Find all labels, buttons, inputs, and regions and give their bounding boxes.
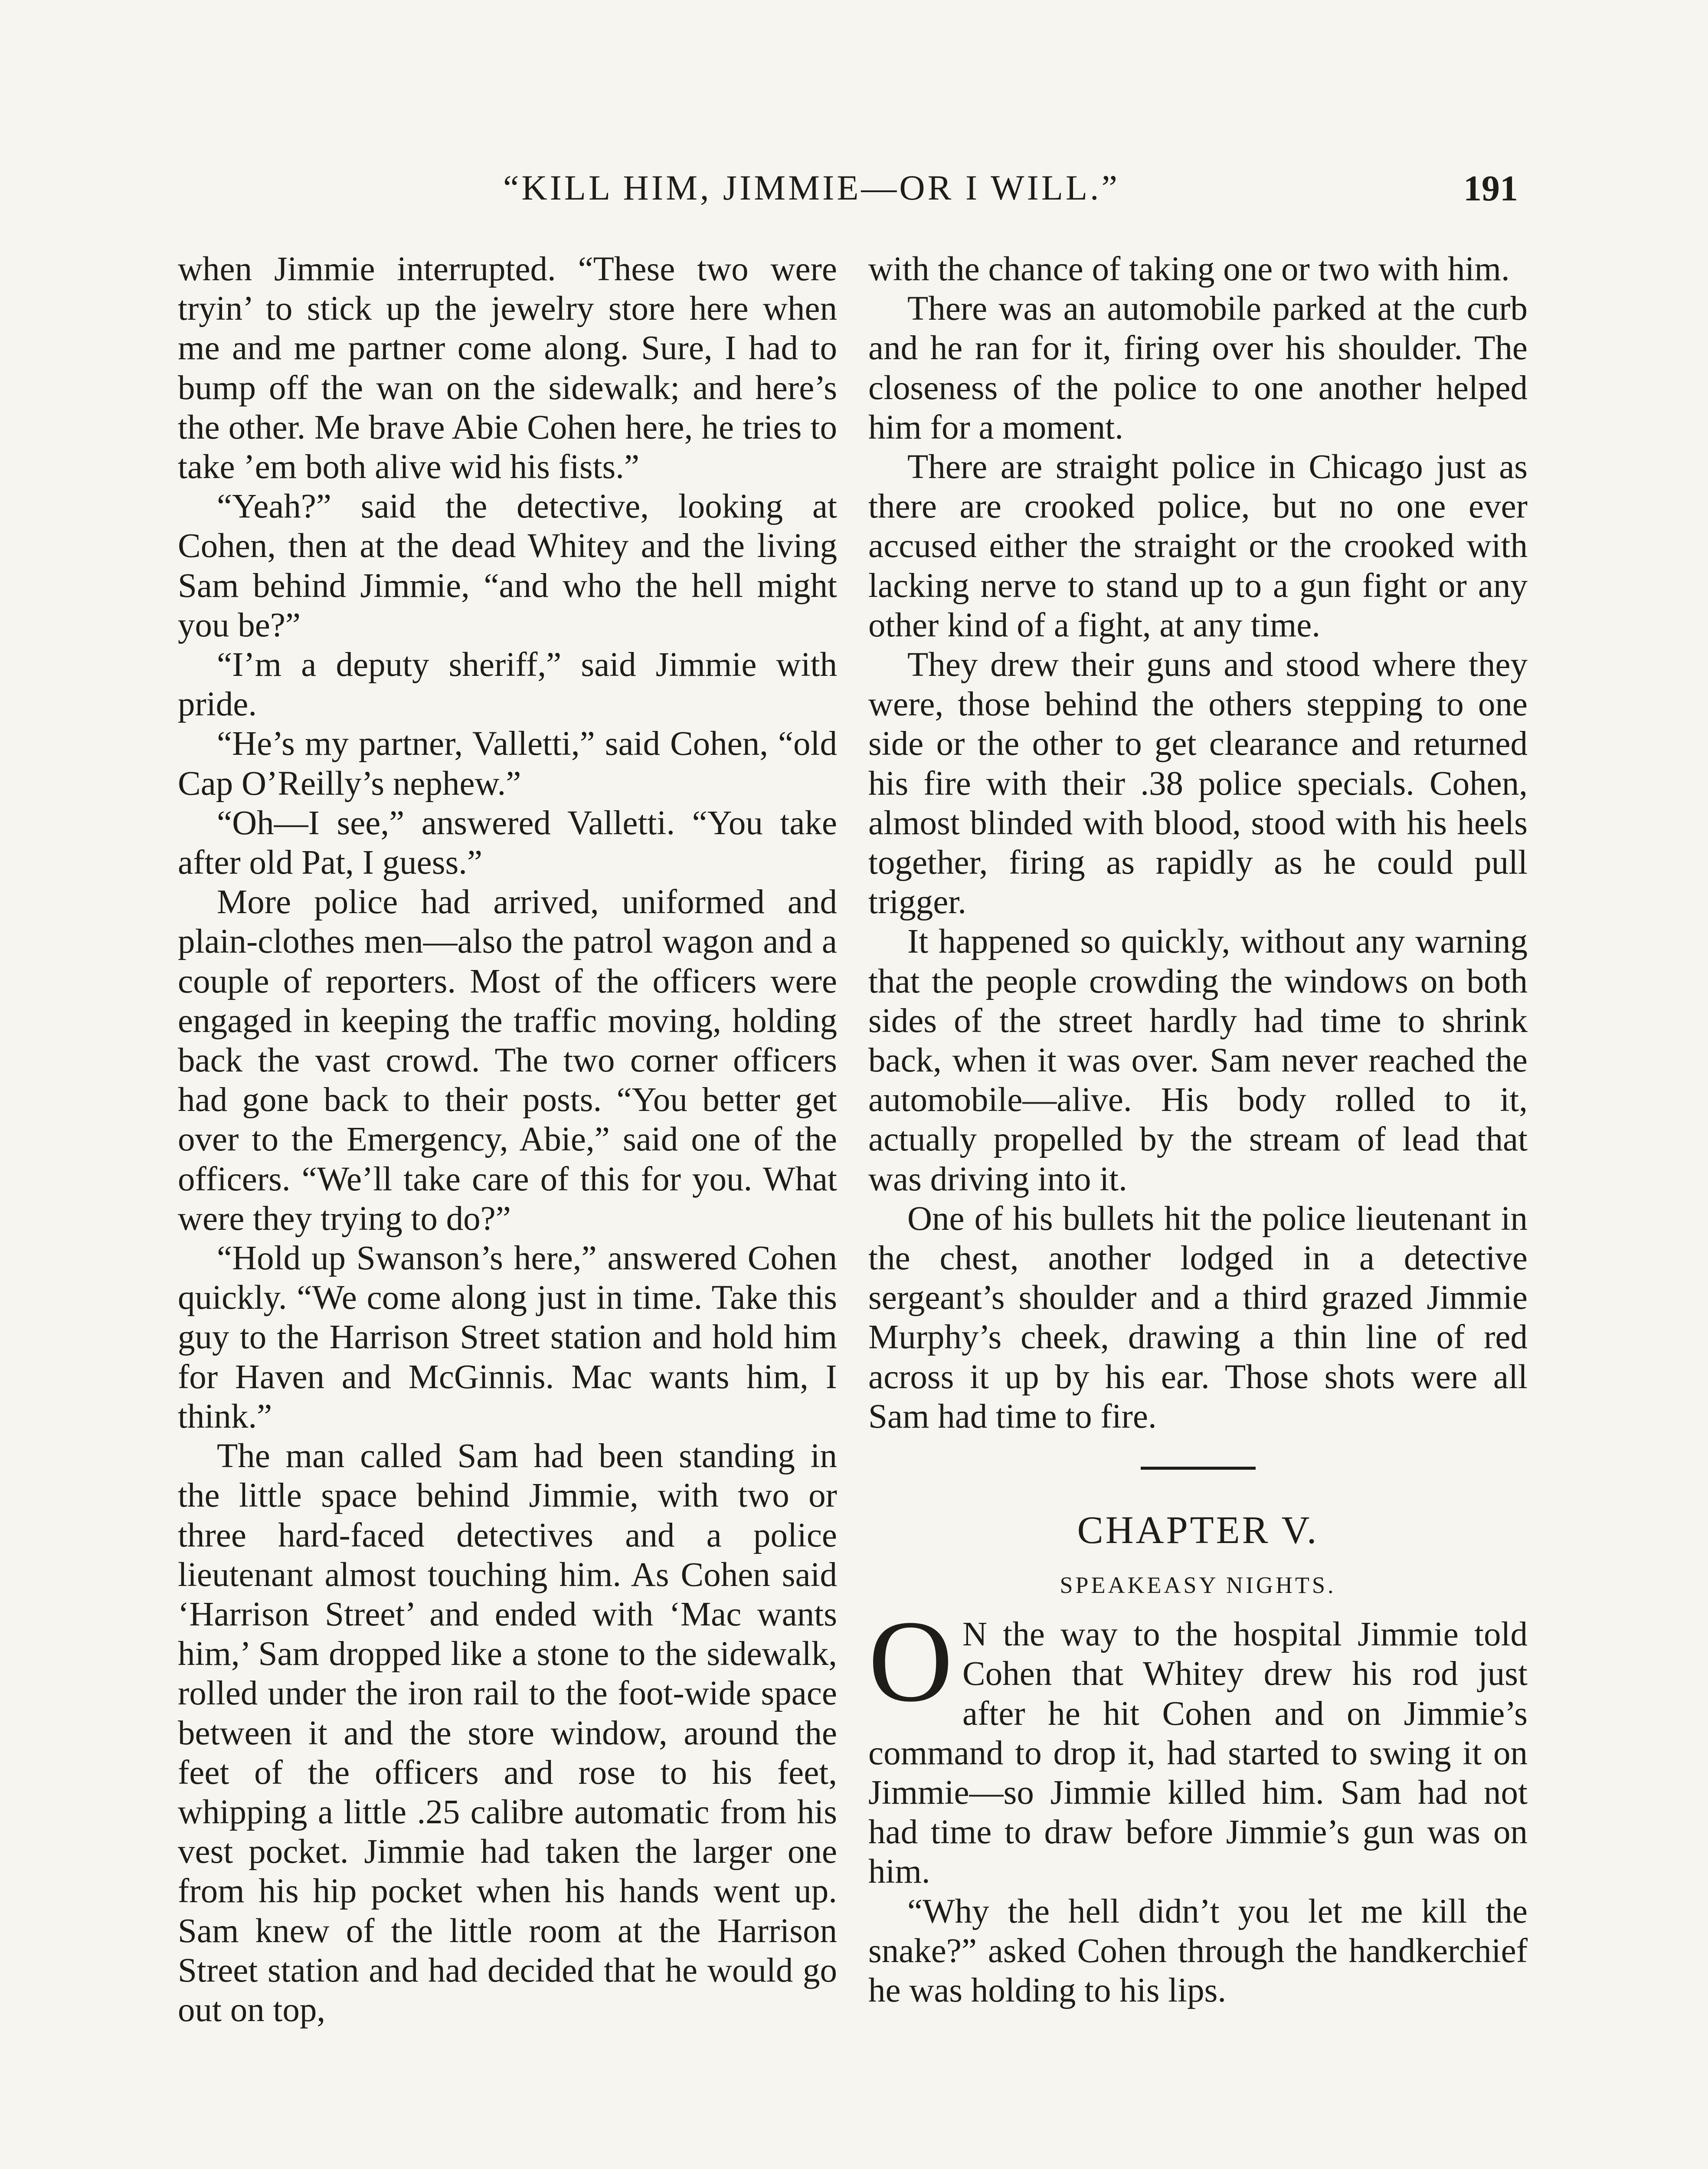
chapter-title: CHAPTER V.: [1077, 1509, 1319, 1552]
section-divider: [1141, 1467, 1256, 1470]
paragraph: There was an automobile parked at the curb and he ran for it, firing over his shoulder. The closeness of the police to one another helped him for a moment.: [868, 290, 1528, 446]
paragraph: It happened so quickly, without any warning that the people crowding the windows on both sides of the street hardly had time to shrink back, when it was over. Sam never reached the automobile—alive. His body rolled to it, actually propelled by the stream of lead that was driving into it.: [868, 923, 1528, 1198]
chapter-subtitle: SPEAKEASY NIGHTS.: [1060, 1572, 1336, 1599]
page-number: 191: [1463, 168, 1518, 209]
chapter-first-text: N the way to the hospital Jimmie told Cohen that Whitey drew his rod just after he hit Cohen and on Jimmie’s command to drop it, had started to swing it on Jimmie—so Jimmie killed him. Sam had not had time to draw before Jimmie’s gun was on him.: [868, 1615, 1528, 1891]
paragraph: There are straight police in Chicago just as there are crooked police, but no one ever accused either the straight or the crooked with lacking nerve to stand up to a gun fight or any other kind of a fight, at any time.: [868, 448, 1528, 644]
left-column: [178, 249, 837, 2030]
paragraph: “Hold up Swanson’s here,” answered Cohen quickly. “We come along just in time. Take this guy to the Harrison Street station and hold him for Haven and McGinnis. Mac wants him, I think.”: [178, 1239, 837, 1435]
paragraph: “I’m a deputy sheriff,” said Jimmie with pride.: [178, 646, 837, 724]
drop-cap: O: [868, 1596, 953, 1727]
paragraph: with the chance of taking one or two with him.: [868, 250, 1510, 288]
chapter-first-paragraph: [868, 1596, 1528, 1891]
paragraph: “Oh—I see,” answered Valletti. “You take after old Pat, I guess.”: [178, 804, 837, 882]
running-head: [173, 167, 1518, 220]
paragraph: “He’s my partner, Valletti,” said Cohen, “old Cap O’Reilly’s nephew.”: [178, 725, 837, 803]
chapter-opening: [868, 1596, 1528, 2010]
paragraph: They drew their guns and stood where they were, those behind the others stepping to one side or the other to get clearance and returned his fire with their .38 police specials. Cohen, almost blinded with blood, stood with his heels together, firing as rapidly as he could pull trigger.: [868, 646, 1528, 921]
paragraph: The man called Sam had been standing in the little space behind Jimmie, with two or three hard-faced detectives and a police lieutenant almost touching him. As Cohen said ‘Harrison Street’ and ended with ‘Mac wants him,’ Sam dropped like a stone to the sidewalk, rolled under the iron rail to the foot-wide space between it and the store window, around the feet of the officers and rose to his feet, whipping a little .25 calibre automatic from his vest pocket. Jimmie had taken the larger one from his hip pocket when his hands went up. Sam knew of the little room at the Harrison Street station and had decided that he would go out on top,: [178, 1437, 837, 2029]
paragraph: “Why the hell didn’t you let me kill the snake?” asked Cohen through the handkerchief he was holding to his lips.: [868, 1892, 1528, 2009]
paragraph: “Yeah?” said the detective, looking at Cohen, then at the dead Whitey and the living Sam behind Jimmie, “and who the hell might you be?”: [178, 488, 837, 644]
right-column: [868, 249, 1528, 2010]
running-title: “KILL HIM, JIMMIE—OR I WILL.”: [503, 168, 1120, 207]
paragraph: One of his bullets hit the police lieutenant in the chest, another lodged in a detective sergeant’s shoulder and a third grazed Jimmie Murphy’s cheek, drawing a thin line of red across it up by his ear. Those shots were all Sam had time to fire.: [868, 1199, 1528, 1435]
paragraph: when Jimmie interrupted. “These two were tryin’ to stick up the jewelry store here when me and me partner come along. Sure, I had to bump off the wan on the sidewalk; and here’s the other. Me brave Abie Cohen here, he tries to take ’em both alive wid his fists.”: [178, 250, 837, 486]
paragraph: More police had arrived, uniformed and plain-clothes men—also the patrol wagon and a couple of reporters. Most of the officers were engaged in keeping the traffic moving, holding back the vast crowd. The two corner officers had gone back to their posts. “You better get over to the Emergency, Abie,” said one of the officers. “We’ll take care of this for you. What were they trying to do?”: [178, 883, 837, 1238]
